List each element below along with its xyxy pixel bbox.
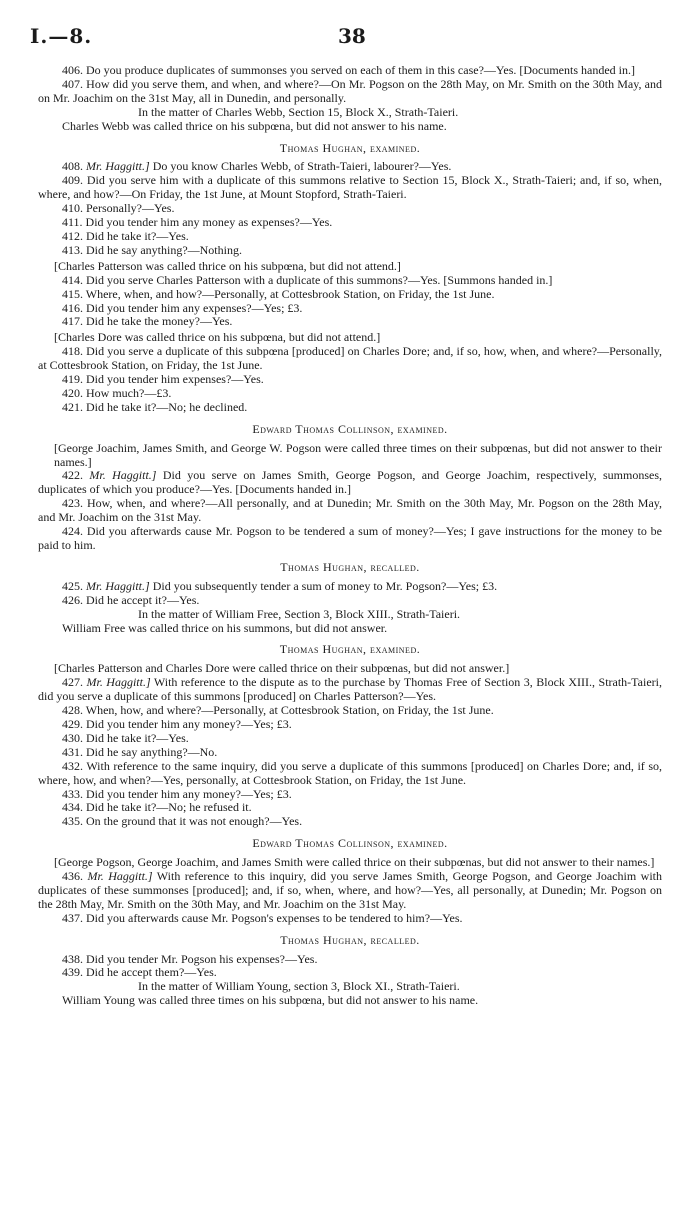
question-answer: 426. Did he accept it?—Yes. xyxy=(62,592,200,607)
question-number: 427. xyxy=(62,675,87,690)
question-answer: 406. Do you produce duplicates of summonses you served on each of them in this case?—Yes. [Documents handed in.] xyxy=(62,63,635,77)
speaker-name: Mr. Haggitt.] xyxy=(89,468,157,483)
question-answer: 437. Did you afterwards cause Mr. Pogson's expenses to be tendered to him?—Yes. xyxy=(62,910,463,925)
question-answer: 435. On the ground that it was not enough?—Yes. xyxy=(62,814,303,829)
speaker-name: Mr. Haggitt.] xyxy=(86,675,151,690)
question-answer: 421. Did he take it?—No; he declined. xyxy=(62,399,248,414)
speaker-name: Mr. Haggitt.] xyxy=(86,578,150,593)
question-answer: 413. Did he say anything?—Nothing. xyxy=(62,242,242,257)
question-answer: 431. Did he say anything?—No. xyxy=(62,744,218,759)
question-text: Did you subsequently tender a sum of money to Mr. Pogson?—Yes; £3. xyxy=(149,578,498,593)
question-answer: 414. Did you serve Charles Patterson with a duplicate of this summons?—Yes. [Summons handed in.] xyxy=(62,272,553,287)
question-answer xyxy=(38,580,662,594)
question-answer: 430. Did he take it?—Yes. xyxy=(62,730,189,745)
question-answer: 409. Did you serve him with a duplicate of this summons relative to Section 15, Block X., Strath-Taieri; and, if so, when, where, and how?—On Friday, the 1st June, at Mount Stopford, Strath-Taieri. xyxy=(38,173,662,202)
question-number: 436. xyxy=(62,869,88,884)
question-answer: 424. Did you afterwards cause Mr. Pogson to be tendered a sum of money?—Yes; I gave instructions for the money to be paid to him. xyxy=(38,524,662,552)
question-answer xyxy=(38,160,662,174)
call-statement: Charles Webb was called thrice on his subpœna, but did not answer to his name. xyxy=(62,118,447,133)
question-answer: 410. Personally?—Yes. xyxy=(62,201,175,216)
question-answer: 407. How did you serve them, and when, and where?—On Mr. Pogson on the 28th May, on Mr. Smith on the 30th May, and on Mr. Joachim on the 31st May, all in Dunedin, and personally. xyxy=(38,76,662,105)
question-text: With reference to the dispute as to the purchase by Thomas Free of Section 3, Block XIII., Strath-Taieri, did you serve a duplicate of this summons [produced] on Charles Patterson?—Yes. xyxy=(38,675,662,704)
question-number: 408. xyxy=(62,159,86,174)
witness-heading: Thomas Hughan, recalled. xyxy=(280,932,420,947)
witness-heading: Edward Thomas Collinson, examined. xyxy=(252,421,448,436)
question-number: 422. xyxy=(62,468,90,483)
witness-heading: Thomas Hughan, recalled. xyxy=(280,559,420,574)
witness-heading: Thomas Hughan, examined. xyxy=(279,140,421,155)
document-reference: I.—8. xyxy=(30,24,93,48)
question-answer: 418. Did you serve a duplicate of this subpœna [produced] on Charles Dore; and, if so, how, when, and where?—Personally, at Cottesbrook Station, on Friday, the 1st June. xyxy=(38,344,662,373)
question-answer: 416. Did you tender him any expenses?—Yes; £3. xyxy=(62,300,303,315)
question-text: Do you know Charles Webb, of Strath-Taieri, labourer?—Yes. xyxy=(149,159,452,174)
question-answer: 417. Did he take the money?—Yes. xyxy=(62,314,233,329)
question-answer: 429. Did you tender him any money?—Yes; £3. xyxy=(62,716,292,731)
page-header xyxy=(30,24,670,50)
question-answer: 423. How, when, and where?—All personally, and at Dunedin; Mr. Smith on the 30th May, Mr. Pogson on the 28th May, and Mr. Joachim on the 31st May. xyxy=(38,496,662,525)
question-answer: 420. How much?—£3. xyxy=(62,385,172,400)
matter-heading: In the matter of William Young, section 3, Block XI., Strath-Taieri. xyxy=(138,979,460,994)
call-statement: William Young was called three times on his subpœna, but did not answer to his name. xyxy=(62,993,479,1008)
question-answer: 419. Did you tender him expenses?—Yes. xyxy=(62,372,264,387)
question-answer: 415. Where, when, and how?—Personally, at Cottesbrook Station, on Friday, the 1st June. xyxy=(62,286,495,301)
question-answer: 411. Did you tender him any money as expenses?—Yes. xyxy=(62,215,333,230)
question-answer: 428. When, how, and where?—Personally, at Cottesbrook Station, on Friday, the 1st June. xyxy=(62,703,494,718)
question-text: With reference to this inquiry, did you serve James Smith, George Pogson, and George Joachim with duplicates of these summonses [produced]; and, if so, when, where, and how?—Yes, all personally, at Dunedin; Mr. Pogson on the 28th May, Mr. Smith on the 30th May, and Mr. Joachim on the 31st May. xyxy=(38,869,662,911)
speaker-name: Mr. Haggitt.] xyxy=(87,869,153,884)
question-answer: 434. Did he take it?—No; he refused it. xyxy=(62,800,252,815)
question-answer: 438. Did you tender Mr. Pogson his expenses?—Yes. xyxy=(62,951,318,966)
speaker-name: Mr. Haggitt.] xyxy=(86,159,150,174)
bracketed-note: [Charles Dore was called thrice on his subpœna, but did not attend.] xyxy=(54,330,381,345)
question-answer xyxy=(38,469,662,497)
bracketed-note: [Charles Patterson and Charles Dore were called thrice on their subpœnas, but did not answer.] xyxy=(54,661,510,676)
document-body xyxy=(38,64,662,1008)
witness-heading: Thomas Hughan, examined. xyxy=(279,642,421,657)
matter-heading: In the matter of Charles Webb, Section 15, Block X., Strath-Taieri. xyxy=(138,104,459,119)
bracketed-note: [Charles Patterson was called thrice on his subpœna, but did not attend.] xyxy=(54,258,401,273)
question-answer xyxy=(38,870,662,912)
bracketed-note: [George Joachim, James Smith, and George W. Pogson were called three times on their subpœnas, but did not answer to their names.] xyxy=(54,440,662,469)
matter-heading: In the matter of William Free, Section 3, Block XIII., Strath-Taieri. xyxy=(138,606,461,621)
question-answer: 439. Did he accept them?—Yes. xyxy=(62,965,217,980)
question-answer: 432. With reference to the same inquiry, did you serve a duplicate of this summons [produced] on Charles Dore; and, if so, where, how, and when?—Yes, personally, at Cottesbrook Station, on Friday, the 1st June. xyxy=(38,758,662,787)
question-number: 425. xyxy=(62,578,86,593)
call-statement: William Free was called thrice on his summons, but did not answer. xyxy=(62,620,388,635)
page-number: 38 xyxy=(338,24,366,48)
witness-heading: Edward Thomas Collinson, examined. xyxy=(252,836,448,851)
question-answer: 412. Did he take it?—Yes. xyxy=(62,228,189,243)
question-answer: 433. Did you tender him any money?—Yes; £3. xyxy=(62,786,292,801)
question-answer xyxy=(38,676,662,704)
bracketed-note: [George Pogson, George Joachim, and James Smith were called thrice on their subpœnas, but did not answer to their names.] xyxy=(54,855,655,870)
question-text: Did you serve on James Smith, George Pogson, and George Joachim, respectively, summonses, duplicates of which you produce?—Yes. [Documents handed in.] xyxy=(38,468,663,497)
